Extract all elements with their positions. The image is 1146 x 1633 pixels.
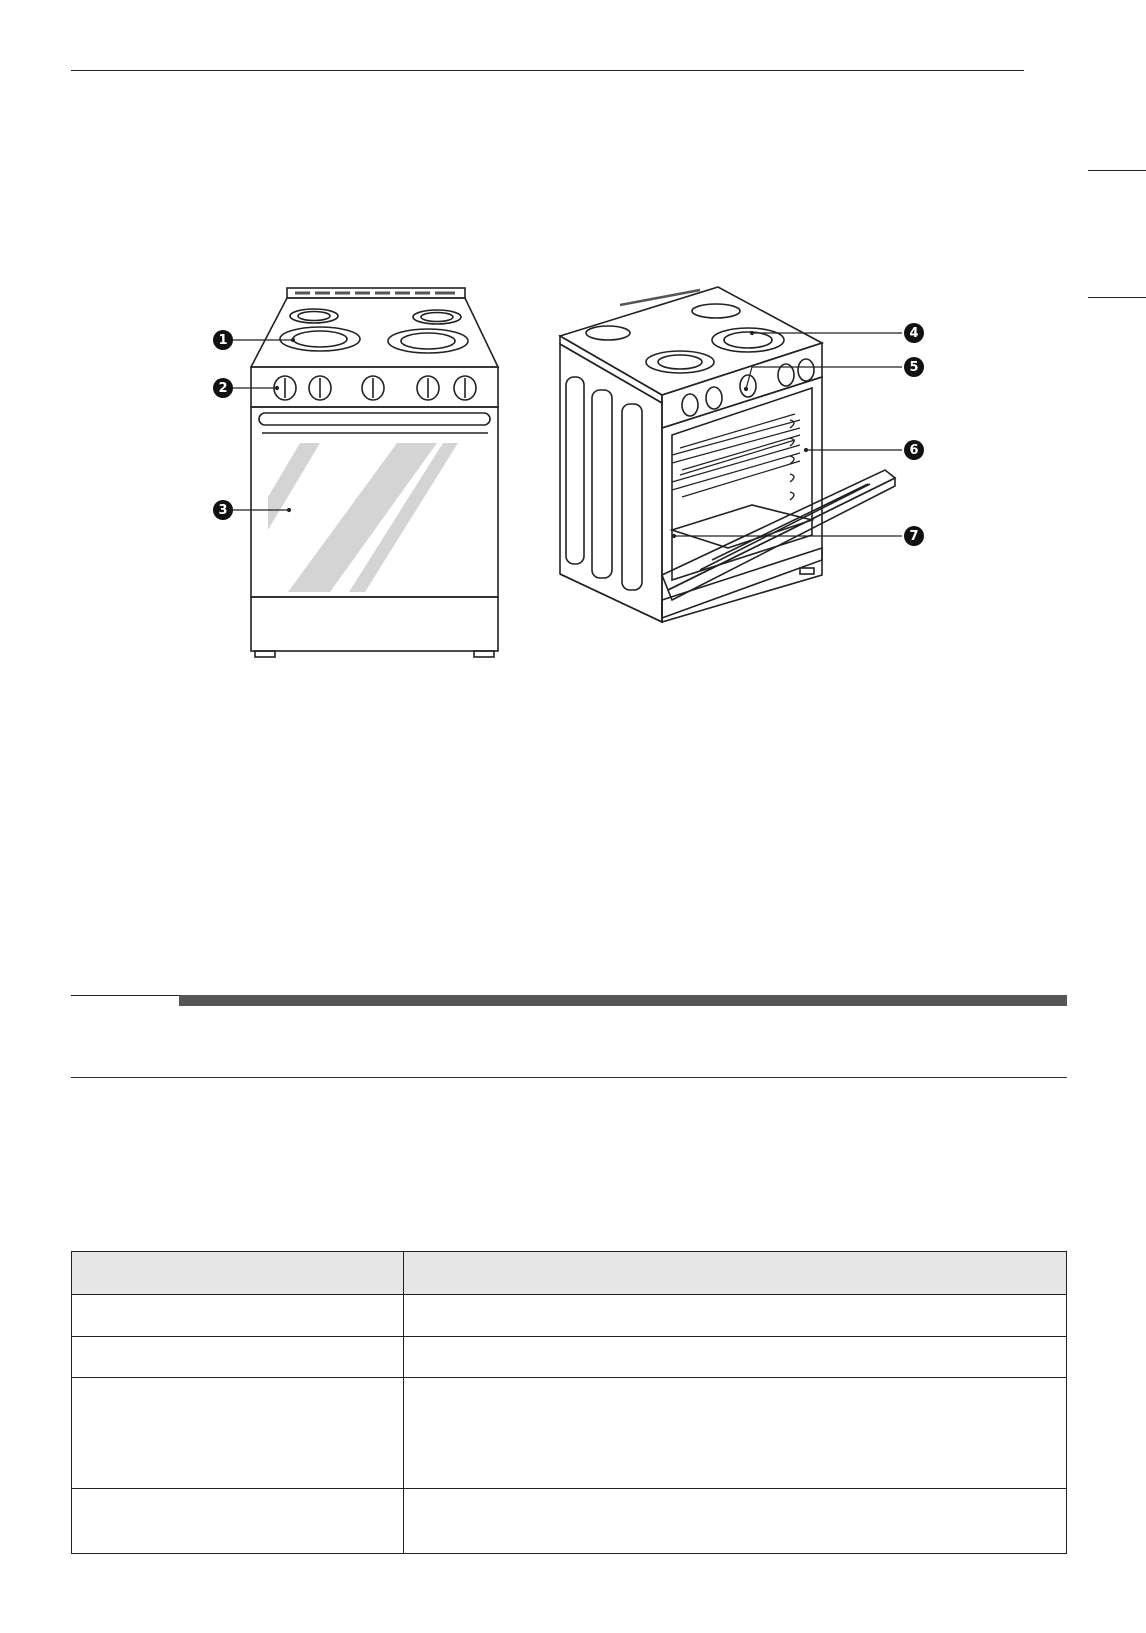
- section-header-thick-bar: [179, 995, 1067, 1006]
- table-cell: [404, 1337, 1067, 1378]
- callout-7-badge: 7: [904, 526, 924, 546]
- table-header-cell: [404, 1252, 1067, 1295]
- callout-6-badge: 6: [904, 440, 924, 460]
- table-header-cell: [72, 1252, 404, 1295]
- front-knobs: [274, 376, 476, 400]
- front-view-range: [251, 288, 498, 657]
- section-header-bar: [71, 995, 1067, 1007]
- callout-3-badge: 3: [213, 500, 233, 520]
- callout-4-badge: 4: [904, 323, 924, 343]
- table-header-row: [72, 1252, 1067, 1295]
- section-header-thin-rule: [71, 995, 179, 996]
- section-divider-rule: [71, 1077, 1067, 1078]
- callout-1-badge: 1: [213, 330, 233, 350]
- table-row: [72, 1337, 1067, 1378]
- table-cell: [404, 1378, 1067, 1489]
- angled-view-range: [560, 287, 895, 622]
- table-cell: [404, 1295, 1067, 1337]
- table-cell: [72, 1337, 404, 1378]
- table-cell: [72, 1489, 404, 1554]
- table-row: [72, 1489, 1067, 1554]
- table-cell: [72, 1295, 404, 1337]
- spec-table: [71, 1251, 1067, 1554]
- range-illustration: [0, 0, 1146, 700]
- callout-2-badge: 2: [213, 378, 233, 398]
- callout-leaders: [233, 332, 902, 538]
- callout-5-badge: 5: [904, 357, 924, 377]
- table-row: [72, 1295, 1067, 1337]
- table-cell: [404, 1489, 1067, 1554]
- table-cell: [72, 1378, 404, 1489]
- table-row: [72, 1378, 1067, 1489]
